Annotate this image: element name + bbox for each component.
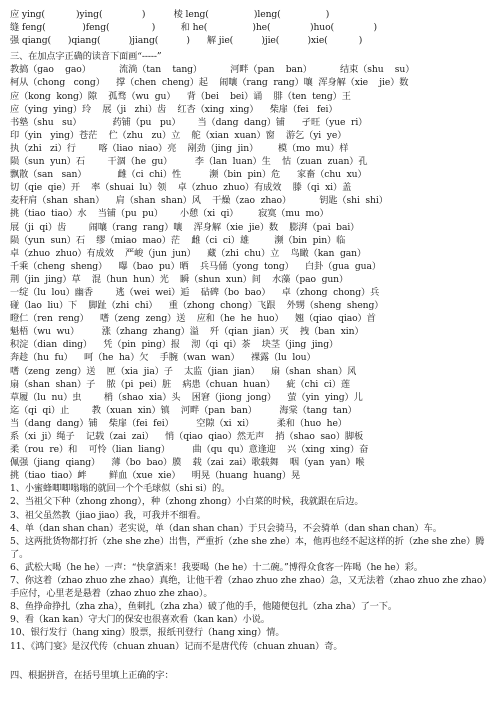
pronunciation-row: 执（zhi zi）行 喀（liao niao）亮 剐劲（jing jin） 模（mo mu）样 <box>10 142 349 154</box>
pronunciation-row: 柔（rou re）和 可怜（lian liang） 曲（qu qu）意逢迎 兴（xing xing）奋 <box>10 444 369 456</box>
pronunciation-row: 当（dang dang）铺 柴扉（fei fei） 空隙（xi xi） 柔和（huo he） <box>10 417 347 429</box>
pronunciation-row: 切（qie qie）开 率（shuai lu）领 卓（zhuo zhuo）有成效 滕（qi xi）盖 <box>10 182 352 194</box>
polyphone-row: 强 qiang( )qiang( )jiang( ) 解 jie( )jie( )xie( ) <box>10 35 363 47</box>
polyphone-row: 应 ying( )ying( ) 棱 leng( )leng( ) <box>10 9 330 20</box>
pronunciation-row: 应（ying ying）玲 展（ji zhi）齿 红杏（xing xing） 柴扉（fei fei） <box>10 103 338 115</box>
pronunciation-row: 柯从（chong cong） 撑（chen cheng）起 闹嚷（rang rang）嚷 浑身解（xie jie）数 <box>10 77 409 89</box>
pronunciation-choice-list <box>10 63 490 482</box>
pronunciation-row: 一绽（lu lou）幽香 逃（wei wei）逅 砧碑（bo bao） 卓（zhong chong）兵 <box>10 286 380 298</box>
polyphone-fill-section <box>10 8 490 47</box>
sentence-item: 11、《鸿门宴》是汉代传（chuan zhuan）记而不是唐代传（chuan zhuan）奇。 <box>10 640 343 652</box>
pronunciation-row: 草履（lu nu）虫 梢（shao xia）头 困窘（jiong jong） 萤（yin ying）儿 <box>10 391 363 403</box>
pronunciation-row: 挑（tiao tiao）衅 鲜血（xue xie） 明晃（huang huang）晃 <box>10 470 301 482</box>
pronunciation-row: 魁梧（wu wu） 涨（zhang zhang）溢 歼（qian jian）灭 拽（ban xin） <box>10 326 364 338</box>
pronunciation-row: 瞪仁（ren reng） 嗜（zeng zeng）送 应和（he he huo） 翘（qiao qiao）首 <box>10 313 376 325</box>
pronunciation-row: 教搞（gao gao） 流淌（tan tang） 河畔（pan ban） 结束（shu su） <box>10 64 415 76</box>
section4-heading: 四、根据拼音，在括号里填上正确的字： <box>10 669 174 681</box>
pronunciation-row: 陨（sun yun）石 干涸（he gu） 李（lan luan）生 怙（zuan zuan）孔 <box>10 156 368 168</box>
pronunciation-row: 积淀（dian ding） 凭（pin ping）报 沏（qi qi）茶 块茎（jing jing） <box>10 339 339 351</box>
pronunciation-row: 挑（tiao tiao）水 当铺（pu pu） 小憩（xi qi） 寂寞（mu mo） <box>10 208 329 220</box>
sentence-item: 6、武松大喝（he he）一声：“快拿酒来！我要喝（he he）十二碗。”博得众食客一阵喝（he he）彩。 <box>10 561 423 573</box>
pronunciation-row: 展（ji qi）齿 闹嚷（rang rang）嚷 浑身解（xie jie）数 膨湃（pai bai） <box>10 221 360 233</box>
sentence-item: 7、你这着（zhao zhuo zhe zhao）真绝，让他干着（zhao zhuo zhe zhao）急，又无法着（zhao zhuo zhe zhao）手应付，心里老是悬着（zhao zhuo zhe zhao）。 <box>10 575 487 600</box>
section3-heading: 三、在加点字正确的读音下面画“-----” <box>10 51 162 63</box>
pronunciation-row: 碰（lao liu）下 脚趾（zhi chi） 重（zhong chong）飞跟 外甥（sheng sheng） <box>10 300 384 312</box>
sentence-item: 3、祖父虽然教（jiao jiao）我，可我并不细看。 <box>10 509 206 521</box>
pronunciation-row: 卓（zhuo zhuo）有成效 严峻（jun jun） 藏（zhi chu）立 鸟瞰（kan gan） <box>10 247 367 259</box>
pronunciation-row: 嗜（zeng zeng）送 匣（xia jia）子 太监（jian jian） 扇（shan shan）风 <box>10 365 357 377</box>
pronunciation-row: 迄（qi qi）止 教（xuan xin）镇 河畔（pan ban） 海棠（tang tan） <box>10 404 357 416</box>
pronunciation-row: 系（xi ji）绳子 记载（zai zai） 悄（qiao qiao）然无声 捎（shao sao）脚板 <box>10 431 364 442</box>
sentence-item: 5、这两批货物都打折（zhe she zhe）出售，严重折（zhe she zhe）本，他再也经不起这样的折（zhe she zhe）腾了。 <box>10 535 485 560</box>
sentence-exercise-list <box>10 482 490 652</box>
pronunciation-row: 千乘（cheng sheng） 曝（bao pu）晒 兵马俑（yong tong） 白卦（gua gua） <box>10 260 381 272</box>
sentence-item: 2、当祖父下种（zhong zhong），种（zhong zhong）小白菜的时候，我就跟在后边。 <box>10 496 364 508</box>
pronunciation-row: 印（yin ying）苍茫 伫（zhu zu）立 舵（xian xuan）窗 游乞（yi ye） <box>10 129 347 141</box>
sentence-item: 4、单（dan shan chan）老实说，单（dan shan chan）于只会骑马，不会骑单（dan shan chan）车。 <box>10 522 442 534</box>
pronunciation-row: 飘散（san san） 雌（ci chi）性 濒（bin pin）危 家畜（chu xu） <box>10 169 367 181</box>
pronunciation-row: 书塾（shu su） 药铺（pu pu） 当（dang dang）铺 孑旺（yue ri） <box>10 116 368 128</box>
pronunciation-row: 应（kong kong）隙 孤骛（wu gu） 背（bei bei）诵 腓（ten teng）王 <box>10 90 351 102</box>
pronunciation-row: 陨（yun sun）石 缪（miao mao）茫 雌（ci ci）雄 濒（bin pin）临 <box>10 234 346 246</box>
sentence-item: 9、看（kan kan）守大门的保安也很喜欢看（kan kan）小说。 <box>10 614 270 626</box>
sentence-item: 8、鱼挣命挣扎（zha zha），鱼刺扎（zha zha）破了他的手，他随便包扎（zha zha）了一下。 <box>10 601 397 613</box>
pronunciation-row: 扇（shan shan）子 脓（pi pei）脏 病患（chuan huan） 疵（chi ci）莲 <box>10 378 350 390</box>
pronunciation-row: 荆（jin jing）草 混（hun hun）光 瞬（shun xun）间 水藻（pao gun） <box>10 273 349 285</box>
polyphone-row: 缝 feng( )feng( ) 和 he( )he( )huo( ) <box>10 22 377 34</box>
pronunciation-row: 奔趁（hu fu） 呵（he ha）欠 手腕（wan wan） 裸露（lu lou） <box>10 352 316 364</box>
pronunciation-row: 佩强（jiang qiang） 薄（bo bao）膜 载（zai zai）歌载舞 咽（yan yan）喉 <box>10 457 365 469</box>
sentence-item: 10、银行发行（hang xing）股票，报纸刊登行（hang xing）情。 <box>10 627 285 639</box>
sentence-item: 1、小蜜蜂唧唧嗡嗡的就回一个个毛球似（shi si）的。 <box>10 483 231 495</box>
pronunciation-row: 麦秆肩（shan shan） 肩（shan shan）风 干燥（zao zhao） 钥匙（shi shi） <box>10 195 388 207</box>
